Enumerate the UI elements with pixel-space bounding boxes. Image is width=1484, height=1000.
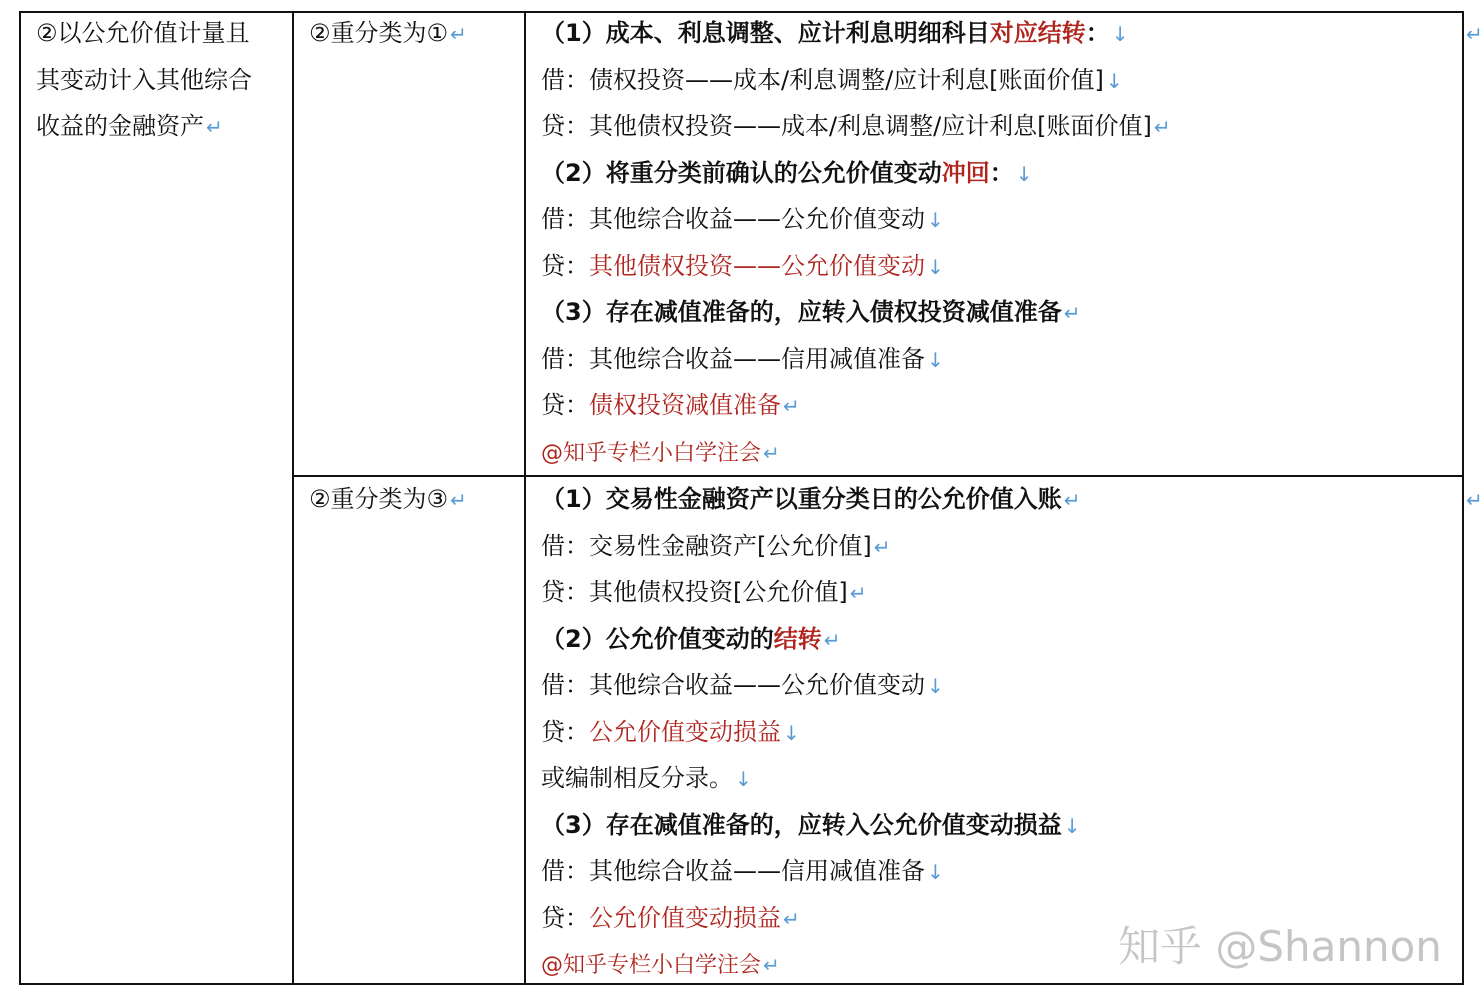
line-text: 公允价值变动损益 — [589, 903, 781, 932]
reclass-label-cell — [309, 476, 467, 523]
paragraph-mark: ↓ — [783, 720, 800, 745]
line-text: 贷：其他债权投资——成本/利息调整/应计利息[账面价值] — [541, 112, 1152, 140]
paragraph-mark: ↓ — [927, 347, 944, 372]
paragraph-mark: ↓ — [1015, 161, 1033, 186]
line-text: 对应结转 — [989, 19, 1086, 47]
return-mark: ↵ — [1466, 22, 1483, 46]
line-text: 借：其他综合收益——公允价值变动 — [541, 205, 925, 233]
return-mark: ↵ — [1466, 488, 1483, 512]
journal-line — [541, 941, 1080, 988]
paragraph-mark: ↵ — [783, 394, 800, 418]
line-text: 或编制相反分录。 — [541, 764, 733, 792]
journal-line — [541, 103, 1171, 150]
paragraph-mark: ↓ — [1105, 68, 1123, 93]
asset-category-cell — [36, 10, 252, 150]
line-text: 贷： — [541, 903, 589, 932]
journal-line — [541, 382, 1171, 429]
journal-line — [541, 802, 1080, 849]
paragraph-mark: ↓ — [927, 860, 944, 884]
brand-signature: @知乎专栏小白学注会 — [541, 440, 762, 466]
line-text: （1）成本、利息调整、应计利息明细科目 — [541, 19, 990, 47]
column-divider — [524, 13, 526, 983]
reclass-label — [309, 476, 467, 523]
paragraph-mark: ↓ — [1063, 813, 1081, 838]
journal-line — [541, 895, 1080, 942]
line-text: （3）存在减值准备的，应转入公允价值变动损益 — [541, 810, 1062, 839]
journal-line — [541, 755, 1080, 802]
line-text: ： — [1085, 19, 1110, 47]
journal-line — [541, 57, 1171, 104]
paragraph-mark: ↵ — [1063, 488, 1081, 512]
reclass-label-cell — [309, 10, 467, 57]
line-text: 借：其他综合收益——信用减值准备 — [541, 857, 925, 885]
journal-line — [541, 616, 1080, 663]
journal-line — [541, 523, 1080, 570]
journal-line — [541, 336, 1171, 383]
return-mark: ↵ — [450, 488, 467, 512]
line-text: 公允价值变动损益 — [589, 717, 781, 746]
journal-line — [541, 709, 1080, 756]
line-text: 贷：其他债权投资[公允价值] — [541, 578, 848, 606]
journal-line — [541, 429, 1171, 476]
reclass-label — [309, 10, 467, 57]
asset-category-line: 其变动计入其他综合 — [36, 65, 252, 94]
journal-line — [541, 569, 1080, 616]
reclass-label-text: ②重分类为③ — [309, 485, 449, 513]
journal-line — [541, 662, 1080, 709]
paragraph-mark: ↵ — [763, 953, 780, 977]
line-text: 债权投资减值准备 — [589, 391, 781, 419]
journal-entries-row2 — [541, 476, 1080, 988]
journal-line — [541, 10, 1171, 57]
line-text: 贷： — [541, 391, 589, 419]
brand-signature: @知乎专栏小白学注会 — [541, 953, 762, 978]
journal-line — [541, 150, 1171, 197]
paragraph-mark: ↵ — [1153, 115, 1171, 139]
return-mark: ↵ — [206, 115, 223, 139]
column-divider — [292, 13, 294, 983]
line-text: 冲回 — [941, 158, 990, 187]
asset-category-text: 收益的金融资产 — [36, 112, 204, 140]
paragraph-mark: ↓ — [927, 208, 944, 232]
paragraph-mark: ↵ — [873, 534, 891, 559]
journal-line — [541, 243, 1171, 290]
line-text: ： — [989, 158, 1014, 187]
return-mark: ↵ — [450, 22, 467, 46]
line-text: 结转 — [773, 624, 822, 653]
line-text: 借：其他综合收益——信用减值准备 — [541, 344, 925, 373]
journal-line — [541, 289, 1171, 336]
line-text: （2）公允价值变动的 — [541, 624, 774, 653]
paragraph-mark: ↓ — [1111, 22, 1129, 46]
line-text: 借：交易性金融资产[公允价值] — [541, 531, 872, 560]
journal-line — [541, 196, 1171, 243]
line-text: 贷： — [541, 251, 589, 280]
paragraph-mark: ↓ — [927, 254, 944, 279]
line-text: （2）将重分类前确认的公允价值变动 — [541, 158, 942, 187]
journal-entries-row1 — [541, 10, 1171, 475]
paragraph-mark: ↵ — [849, 581, 867, 605]
journal-line — [541, 848, 1080, 895]
paragraph-mark: ↓ — [927, 674, 944, 698]
line-text: （3）存在减值准备的，应转入债权投资减值准备 — [541, 298, 1062, 326]
asset-category-line: ②以公允价值计量且 — [36, 19, 250, 47]
paragraph-mark: ↵ — [783, 906, 800, 931]
watermark: 知乎 @Shannon — [1118, 922, 1442, 971]
journal-line — [541, 476, 1080, 523]
paragraph-mark: ↵ — [763, 440, 780, 465]
paragraph-mark: ↓ — [735, 767, 752, 791]
reclass-label-text: ②重分类为① — [309, 19, 449, 47]
asset-category-line — [36, 103, 252, 150]
line-text: 其他债权投资——公允价值变动 — [589, 251, 925, 280]
line-text: 贷： — [541, 717, 589, 746]
line-text: 借：债权投资——成本/利息调整/应计利息[账面价值] — [541, 65, 1104, 94]
line-text: （1）交易性金融资产以重分类日的公允价值入账 — [541, 485, 1062, 513]
paragraph-mark: ↵ — [1063, 301, 1081, 325]
paragraph-mark: ↵ — [823, 627, 841, 652]
line-text: 借：其他综合收益——公允价值变动 — [541, 671, 925, 699]
